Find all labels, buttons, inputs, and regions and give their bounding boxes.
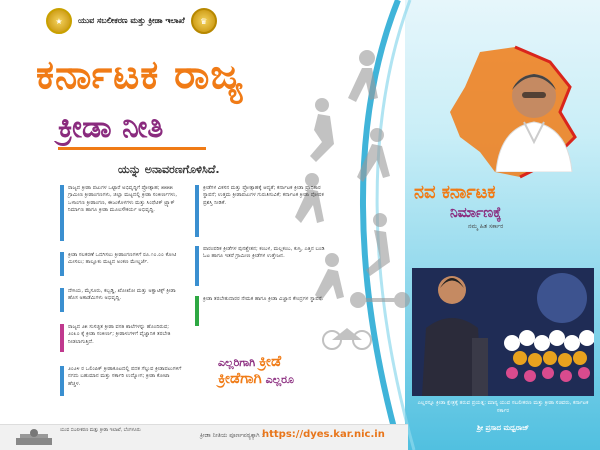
chief-minister-portrait	[490, 62, 578, 172]
bullet-left-4	[60, 324, 182, 352]
bullet-marker	[60, 185, 64, 241]
bullet-left-1	[60, 185, 182, 241]
tagline-line-1	[218, 352, 281, 370]
bullet-left-3	[60, 288, 182, 312]
page-title-second-line	[58, 110, 206, 150]
bullet-left-5	[60, 366, 182, 396]
bullet-marker	[195, 246, 199, 286]
bullet-text: ಪಾರಂಪರಿಕ ಕ್ರೀಡೆಗಳ ಪುನಶ್ಚೇತನ; ಕಂಬಳ, ಮಲ್ಲಕಂಬ, ಕುಸ್ತಿ, ಎತ್ತಿನ ಬಂಡಿ ಓಟ ಹಾಗೂ ಇತರೆ ಗ್ರಾಮೀಣ ಕ್ರೀಡೆಗಳ ಉತ್ತೇಜನ.	[203, 246, 325, 260]
tagline-line-2	[218, 369, 294, 387]
footer-website-label: ಕ್ರೀಡಾ ನೀತಿಯ ಪೂರ್ಣಪಠ್ಯಕ್ಕಾಗಿ :	[200, 432, 264, 439]
tagline-word: ಎಲ್ಲರಿಗಾಗಿ	[218, 356, 256, 369]
bullet-marker	[60, 288, 64, 312]
minister-name: ಶ್ರೀ ಪ್ರಸಾದ ಮಧ್ವರಾಜ್	[476, 424, 530, 432]
bullet-marker	[195, 296, 199, 326]
bullet-text: ದೇಸಿಯ, ಮೈಸೂರು, ಕಬ್ಬಡ್ಡಿ, ಖೋಖೋ ಮತ್ತು ಅಕ್ವಾಟಿಕ್ಸ್ ಕ್ರೀಡಾ ಹೊಸ ಅಕಾಡೆಮಿಗಳು ಅಭಿವೃದ್ಧಿ.	[68, 288, 176, 302]
vidhana-soudha-icon	[14, 428, 54, 446]
tagline-highlight: ಕ್ರೀಡೆ	[259, 352, 282, 370]
brand-nava-karnataka: ನವ ಕರ್ನಾಟಕ	[414, 182, 496, 203]
bullet-text: ಕ್ರೀಡೆಗಳ ವಿಕಸನ ಮತ್ತು ಪ್ರೋತ್ಸಾಹಕ್ಕೆ ಆದ್ಯತೆ; ಕರ್ನಾಟಕ ಕ್ರೀಡಾ ಪ್ರಾಧಿಕಾರ ಸ್ಥಾಪನೆ; ಉತ್ತಮ ಕ್ರೀಡಾಪಟುಗಳ ಗುರುತಿಸುವಿಕೆ; ಕರ್ನಾಟಕ ಕ್ರೀಡಾ ಪೋಷಕ ಪ್ರಶಸ್ತಿ ನೀಡಿಕೆ.	[203, 185, 324, 206]
minister-caption: ಎಲ್ಲರನ್ನೂ ಕ್ರೀಡಾ ಕ್ಷೇತ್ರಕ್ಕೆ ತರುವ ಪ್ರಯತ್ನ; ಮಾನ್ಯ ಯುವ ಸಬಲೀಕರಣ ಮತ್ತು ಕ್ರೀಡಾ ಸಚಿವರು, ಕರ್ನಾಟಕ ಸರ್ಕಾರ	[417, 400, 589, 414]
karnataka-emblem-left-icon: ★	[46, 8, 72, 34]
header-bar	[46, 6, 316, 36]
karnataka-emblem-right-icon: ♛	[191, 8, 217, 34]
bullet-marker	[195, 185, 199, 237]
department-name: ಯುವ ಸಬಲೀಕರಣ ಮತ್ತು ಕ್ರೀಡಾ ಇಲಾಖೆ	[78, 16, 185, 25]
brand-subline: ನಮ್ಮ ಹಿತ ಸರ್ಕಾರ	[468, 223, 504, 230]
footer-website-link[interactable]: https://dyes.kar.nic.in	[262, 429, 385, 440]
bullet-text: ೨೦೨೪ ರ ಒಲಿಂಪಿಕ್ ಕ್ರೀಡಾಕೂಟದಲ್ಲಿ ಪದಕ ಗೆಲ್ಲುವ ಕ್ರೀಡಾಪಟುಗಳಿಗೆ ನಗದು ಬಹುಮಾನ ಮತ್ತು ಸರ್ಕಾರಿ ಉದ್ಯೋಗ; ಕ್ರೀಡಾ ಕೋಟಾ ಹೆಚ್ಚಳ.	[68, 366, 182, 387]
bullet-left-2	[60, 252, 182, 276]
bullet-marker	[60, 324, 64, 352]
tagline-highlight: ಕ್ರೀಡೆಗಾಗಿ	[218, 369, 262, 387]
bullet-right-2	[195, 246, 325, 286]
bullet-marker	[60, 252, 64, 276]
policy-name: ಕ್ರೀಡಾ ನೀತಿ	[58, 110, 164, 145]
page-title: ಕರ್ನಾಟಕ ರಾಜ್ಯ	[36, 52, 244, 98]
bullet-text: ಕ್ರೀಡಾ ತರಬೇತುದಾರರ ನೇಮಕ ಹಾಗೂ ಕ್ರೀಡಾ ವಿಜ್ಞಾನ ಕೇಂದ್ರಗಳ ಸ್ಥಾಪನೆ.	[203, 296, 324, 302]
tagline-word: ಎಲ್ಲರೂ	[265, 373, 294, 386]
bullet-marker	[60, 366, 64, 396]
minister-stage-photo	[412, 268, 594, 396]
brand-nirmana: ನಿರ್ಮಾಣಕ್ಕೆ	[450, 205, 502, 221]
title-underline	[58, 147, 206, 150]
bullet-right-1	[195, 185, 325, 237]
page-subtitle: ಯನ್ನು ಅನಾವರಣಗೊಳಿಸಿದೆ.	[118, 163, 220, 176]
bullet-text: ರಾಜ್ಯದ ಕ್ರೀಡಾ ಪಟುಗಳ ಒಟ್ಟಾರೆ ಅಭಿವೃದ್ಧಿಗೆ ಪ್ರೋತ್ಸಾಹ; ೫೫೫೫ ಗ್ರಾಮೀಣ ಕ್ರೀಡಾಂಗಣಗಳು, ಜಿಲ್ಲಾ ಮಟ್ಟದಲ್ಲಿ ಕ್ರೀಡಾ ಸಂಕೀರ್ಣಗಳು, ಒಳಾಂಗಣ ಕ್ರೀಡಾಂಗಣ, ಈಜುಕೊಳಗಳು ಮತ್ತು ಸಿಂಥೆಟಿಕ್ ಟ್ರ್ಯಾಕ್ ನಿರ್ಮಾಣ ಹಾಗೂ ಕ್ರೀಡಾ ಮೂಲಸೌಕರ್ಯ ಅಭಿವೃದ್ಧಿ.	[68, 185, 178, 214]
footer-address: ಯುವ ಸಬಲೀಕರಣ ಮತ್ತು ಕ್ರೀಡಾ ಇಲಾಖೆ, ಬೆಂಗಳೂರು	[60, 428, 141, 433]
bullet-right-3	[195, 296, 325, 326]
bullet-text: ರಾಜ್ಯದ ೨೫ ಸುಸಜ್ಜಿತ ಕ್ರೀಡಾ ವಸತಿ ಶಾಲೆಗಳನ್ನು ಹೊಂದಿರುವ; ೨೦೩೦ ಕ್ಕೆ ಕ್ರೀಡಾ ಸಂಕೀರ್ಣ; ಕ್ರೀಡಾಳುಗಳಿಗೆ ವೈಜ್ಞಾನಿಕ ತರಬೇತಿ ನೀಡಲಾಗುತ್ತಿದೆ.	[68, 324, 171, 345]
bullet-text: ಕ್ರೀಡಾ ಸಲಕರಣೆ ಒದಗಿಸಲು ಕ್ರೀಡಾಂಗಣಗಳಿಗೆ ರೂ.೧೦.೦೦ ಕೋಟಿ ಮೀಸಲು; ತಾಲ್ಲೂಕು ಮಟ್ಟದ ಅಂಕಣ ಮೇಲ್ದರ್ಜೆ.	[68, 252, 177, 266]
stage-scene-graphic	[412, 268, 594, 396]
